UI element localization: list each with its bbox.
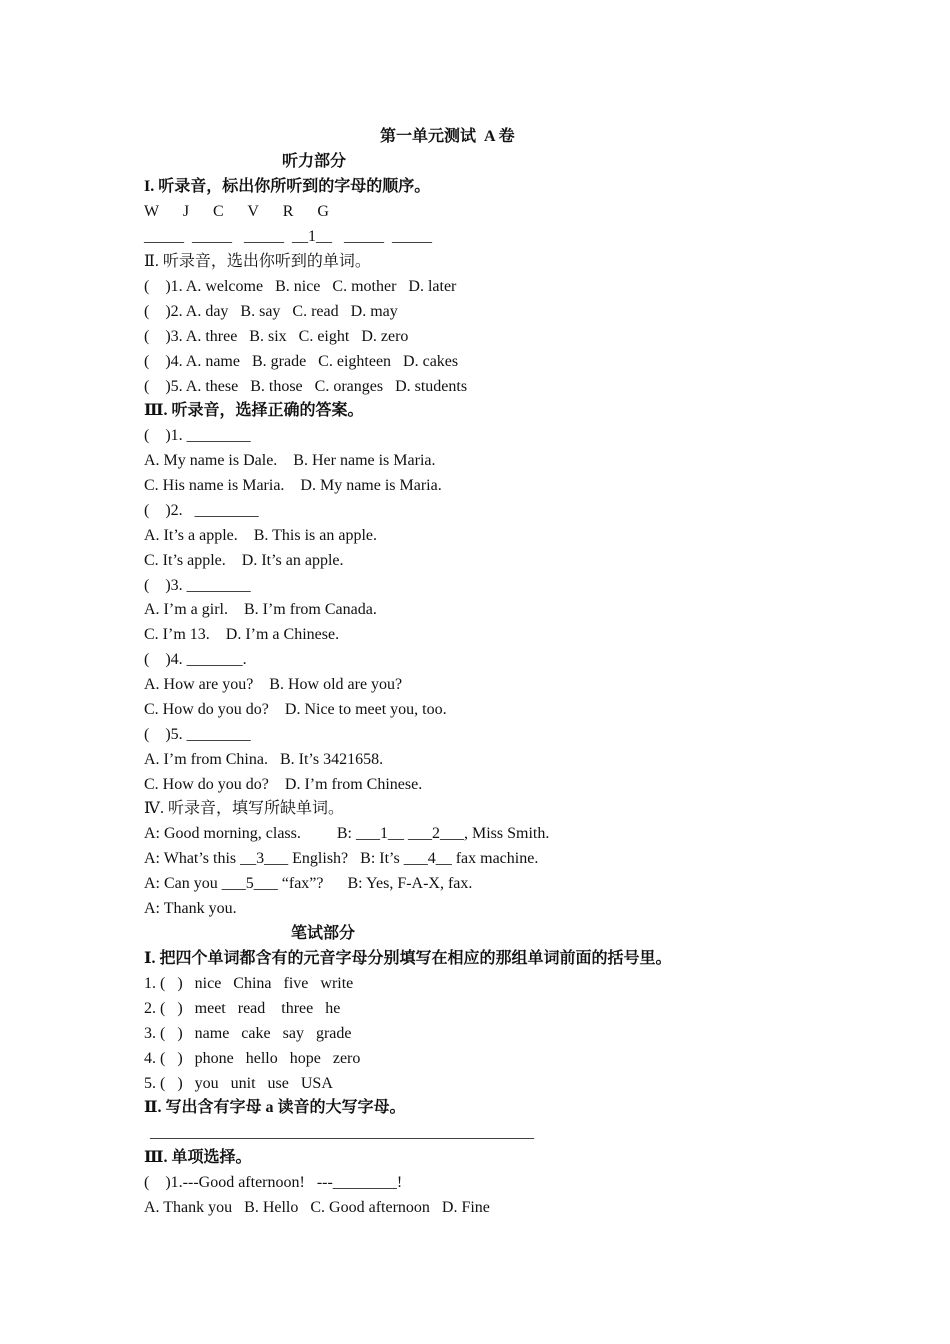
option-line: C. His name is Maria. D. My name is Maria. (144, 477, 442, 494)
writing-part3-heading: Ⅲ. 单项选择。 (144, 1149, 252, 1166)
option-line: C. It’s apple. D. It’s an apple. (144, 552, 344, 569)
option-line: C. How do you do? D. I’m from Chinese. (144, 776, 423, 793)
question-line: ( )3. ________ (144, 577, 251, 594)
question-line: ( )3. A. three B. six C. eight D. zero (144, 328, 409, 345)
dialogue-line: A: What’s this __3___ English? B: It’s ___4__ fax machine. (144, 850, 539, 867)
option-line: A. Thank you B. Hello C. Good afternoon D. Fine (144, 1199, 490, 1216)
option-line: C. I’m 13. D. I’m a Chinese. (144, 626, 340, 643)
answer-line: ________________________________________________ (150, 1124, 534, 1141)
option-line: C. How do you do? D. Nice to meet you, too. (144, 701, 447, 718)
dialogue-line: A: Can you ___5___ “fax”? B: Yes, F-A-X, fax. (144, 875, 473, 892)
option-line: A. My name is Dale. B. Her name is Maria. (144, 452, 436, 469)
letters-blanks-row: _____ _____ _____ __1__ _____ _____ (144, 228, 432, 245)
vowel-row: 1. ( ) nice China five write (144, 975, 354, 992)
question-line: ( )4. A. name B. grade C. eighteen D. cakes (144, 353, 459, 370)
listening-part3-heading: Ⅲ. 听录音，选择正确的答案。 (144, 402, 364, 419)
question-line: ( )2. ________ (144, 502, 259, 519)
vowel-row: 3. ( ) name cake say grade (144, 1025, 352, 1042)
listening-part2-heading: Ⅱ. 听录音，选出你听到的单词。 (144, 253, 371, 270)
dialogue-line: A: Good morning, class. B: ___1__ ___2___, Miss Smith. (144, 825, 550, 842)
question-line: ( )1. ________ (144, 427, 251, 444)
vowel-row: 4. ( ) phone hello hope zero (144, 1050, 361, 1067)
listening-part4-heading: Ⅳ. 听录音，填写所缺单词。 (144, 800, 344, 817)
writing-part2-heading: Ⅱ. 写出含有字母 a 读音的大写字母。 (144, 1099, 406, 1116)
question-line: ( )4. _______. (144, 651, 247, 668)
question-line: ( )5. A. these B. those C. oranges D. students (144, 378, 468, 395)
vowel-row: 2. ( ) meet read three he (144, 1000, 341, 1017)
option-line: A. It’s a apple. B. This is an apple. (144, 527, 377, 544)
question-line: ( )1. A. welcome B. nice C. mother D. later (144, 278, 457, 295)
writing-part1-heading: Ⅰ. 把四个单词都含有的元音字母分别填写在相应的那组单词前面的括号里。 (144, 950, 672, 967)
vowel-row: 5. ( ) you unit use USA (144, 1075, 333, 1092)
question-line: ( )5. ________ (144, 726, 251, 743)
page-title: 第一单元测试 A 卷 (380, 128, 515, 145)
listening-part1-heading: I. 听录音，标出你所听到的字母的顺序。 (144, 178, 431, 195)
listening-section-title: 听力部分 (282, 153, 347, 170)
question-line: ( )1.---Good afternoon! ---________! (144, 1174, 403, 1191)
question-line: ( )2. A. day B. say C. read D. may (144, 303, 398, 320)
writing-section-title: 笔试部分 (291, 925, 356, 942)
option-line: A. How are you? B. How old are you? (144, 676, 403, 693)
dialogue-line: A: Thank you. (144, 900, 237, 917)
letters-row: W J C V R G (144, 203, 329, 220)
option-line: A. I’m a girl. B. I’m from Canada. (144, 601, 377, 618)
option-line: A. I’m from China. B. It’s 3421658. (144, 751, 384, 768)
